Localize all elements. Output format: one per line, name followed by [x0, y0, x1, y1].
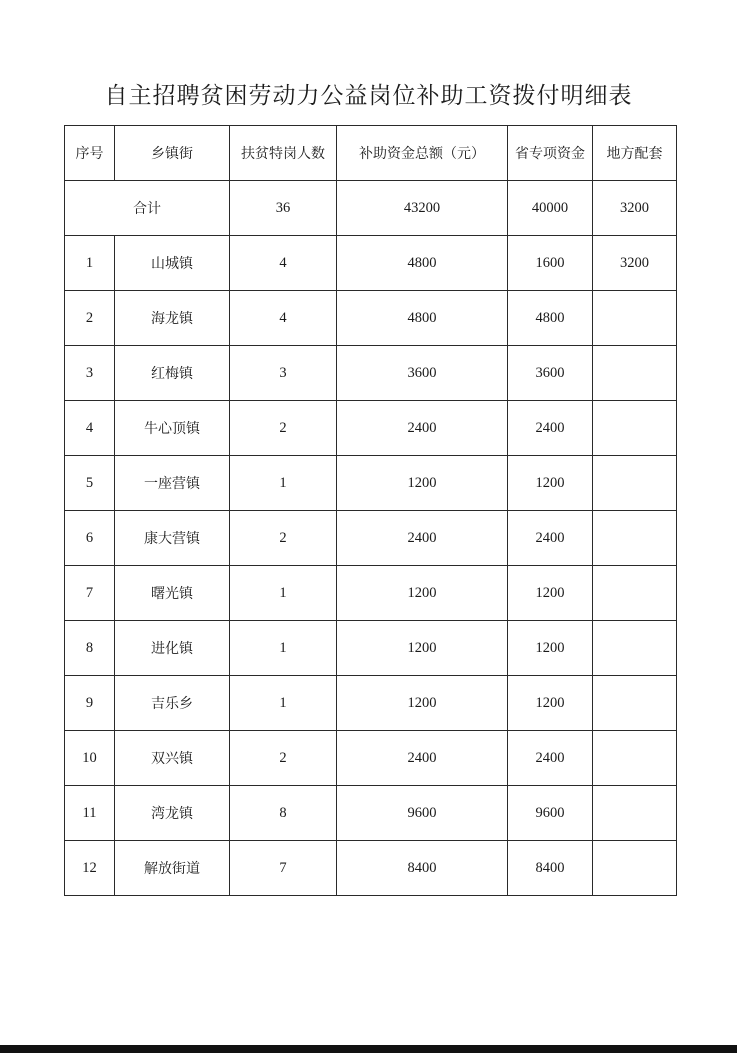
cell-total: 4800 — [337, 236, 508, 291]
table-row — [65, 621, 677, 676]
cell-seq: 4 — [65, 401, 115, 456]
cell-local: 3200 — [593, 236, 677, 291]
cell-people: 4 — [230, 236, 337, 291]
cell-seq: 1 — [65, 236, 115, 291]
cell-local — [593, 731, 677, 786]
cell-people: 4 — [230, 291, 337, 346]
cell-people: 2 — [230, 511, 337, 566]
header-local: 地方配套 — [593, 126, 677, 181]
cell-provincial: 2400 — [508, 511, 593, 566]
subsidy-table — [64, 125, 677, 896]
cell-local — [593, 456, 677, 511]
cell-seq: 9 — [65, 676, 115, 731]
header-provincial: 省专项资金 — [508, 126, 593, 181]
cell-total: 2400 — [337, 401, 508, 456]
cell-provincial: 1600 — [508, 236, 593, 291]
summary-total: 43200 — [337, 181, 508, 236]
cell-total: 9600 — [337, 786, 508, 841]
cell-total: 4800 — [337, 291, 508, 346]
cell-seq: 5 — [65, 456, 115, 511]
cell-people: 1 — [230, 621, 337, 676]
cell-provincial: 3600 — [508, 346, 593, 401]
cell-seq: 3 — [65, 346, 115, 401]
cell-local — [593, 676, 677, 731]
header-seq: 序号 — [65, 126, 115, 181]
cell-people: 8 — [230, 786, 337, 841]
table-row — [65, 346, 677, 401]
cell-local — [593, 401, 677, 456]
cell-seq: 8 — [65, 621, 115, 676]
cell-local — [593, 841, 677, 896]
cell-provincial: 1200 — [508, 621, 593, 676]
table-row — [65, 731, 677, 786]
cell-local — [593, 786, 677, 841]
cell-provincial: 9600 — [508, 786, 593, 841]
table-row — [65, 676, 677, 731]
table-row — [65, 511, 677, 566]
cell-provincial: 8400 — [508, 841, 593, 896]
header-town: 乡镇街 — [115, 126, 230, 181]
cell-town: 山城镇 — [115, 236, 230, 291]
cell-provincial: 1200 — [508, 676, 593, 731]
cell-total: 1200 — [337, 456, 508, 511]
cell-town: 解放街道 — [115, 841, 230, 896]
table-row — [65, 236, 677, 291]
cell-people: 1 — [230, 456, 337, 511]
scan-edge-bar — [0, 1045, 737, 1053]
cell-people: 1 — [230, 676, 337, 731]
cell-total: 2400 — [337, 731, 508, 786]
cell-people: 3 — [230, 346, 337, 401]
cell-local — [593, 566, 677, 621]
table-row — [65, 456, 677, 511]
summary-people: 36 — [230, 181, 337, 236]
summary-local: 3200 — [593, 181, 677, 236]
table-row — [65, 786, 677, 841]
header-people: 扶贫特岗人数 — [230, 126, 337, 181]
cell-town: 一座营镇 — [115, 456, 230, 511]
cell-local — [593, 621, 677, 676]
summary-provincial: 40000 — [508, 181, 593, 236]
cell-town: 进化镇 — [115, 621, 230, 676]
cell-provincial: 1200 — [508, 456, 593, 511]
cell-town: 红梅镇 — [115, 346, 230, 401]
cell-people: 7 — [230, 841, 337, 896]
cell-total: 2400 — [337, 511, 508, 566]
cell-town: 曙光镇 — [115, 566, 230, 621]
cell-local — [593, 291, 677, 346]
cell-town: 双兴镇 — [115, 731, 230, 786]
cell-town: 湾龙镇 — [115, 786, 230, 841]
cell-seq: 2 — [65, 291, 115, 346]
cell-total: 1200 — [337, 566, 508, 621]
cell-seq: 11 — [65, 786, 115, 841]
document-title: 自主招聘贫困劳动力公益岗位补助工资拨付明细表 — [104, 83, 633, 109]
cell-town: 康大营镇 — [115, 511, 230, 566]
cell-total: 8400 — [337, 841, 508, 896]
table-row — [65, 841, 677, 896]
cell-local — [593, 346, 677, 401]
cell-provincial: 4800 — [508, 291, 593, 346]
cell-seq: 10 — [65, 731, 115, 786]
cell-total: 1200 — [337, 676, 508, 731]
cell-town: 吉乐乡 — [115, 676, 230, 731]
cell-people: 1 — [230, 566, 337, 621]
summary-row — [65, 181, 677, 236]
cell-total: 3600 — [337, 346, 508, 401]
summary-label: 合计 — [65, 181, 230, 236]
cell-local — [593, 511, 677, 566]
cell-seq: 7 — [65, 566, 115, 621]
cell-provincial: 2400 — [508, 731, 593, 786]
cell-people: 2 — [230, 731, 337, 786]
table-row — [65, 291, 677, 346]
header-row — [65, 126, 677, 181]
cell-seq: 6 — [65, 511, 115, 566]
cell-total: 1200 — [337, 621, 508, 676]
header-total: 补助资金总额（元） — [337, 126, 508, 181]
cell-town: 海龙镇 — [115, 291, 230, 346]
cell-town: 牛心顶镇 — [115, 401, 230, 456]
table-row — [65, 401, 677, 456]
cell-seq: 12 — [65, 841, 115, 896]
table-row — [65, 566, 677, 621]
cell-provincial: 2400 — [508, 401, 593, 456]
cell-provincial: 1200 — [508, 566, 593, 621]
cell-people: 2 — [230, 401, 337, 456]
